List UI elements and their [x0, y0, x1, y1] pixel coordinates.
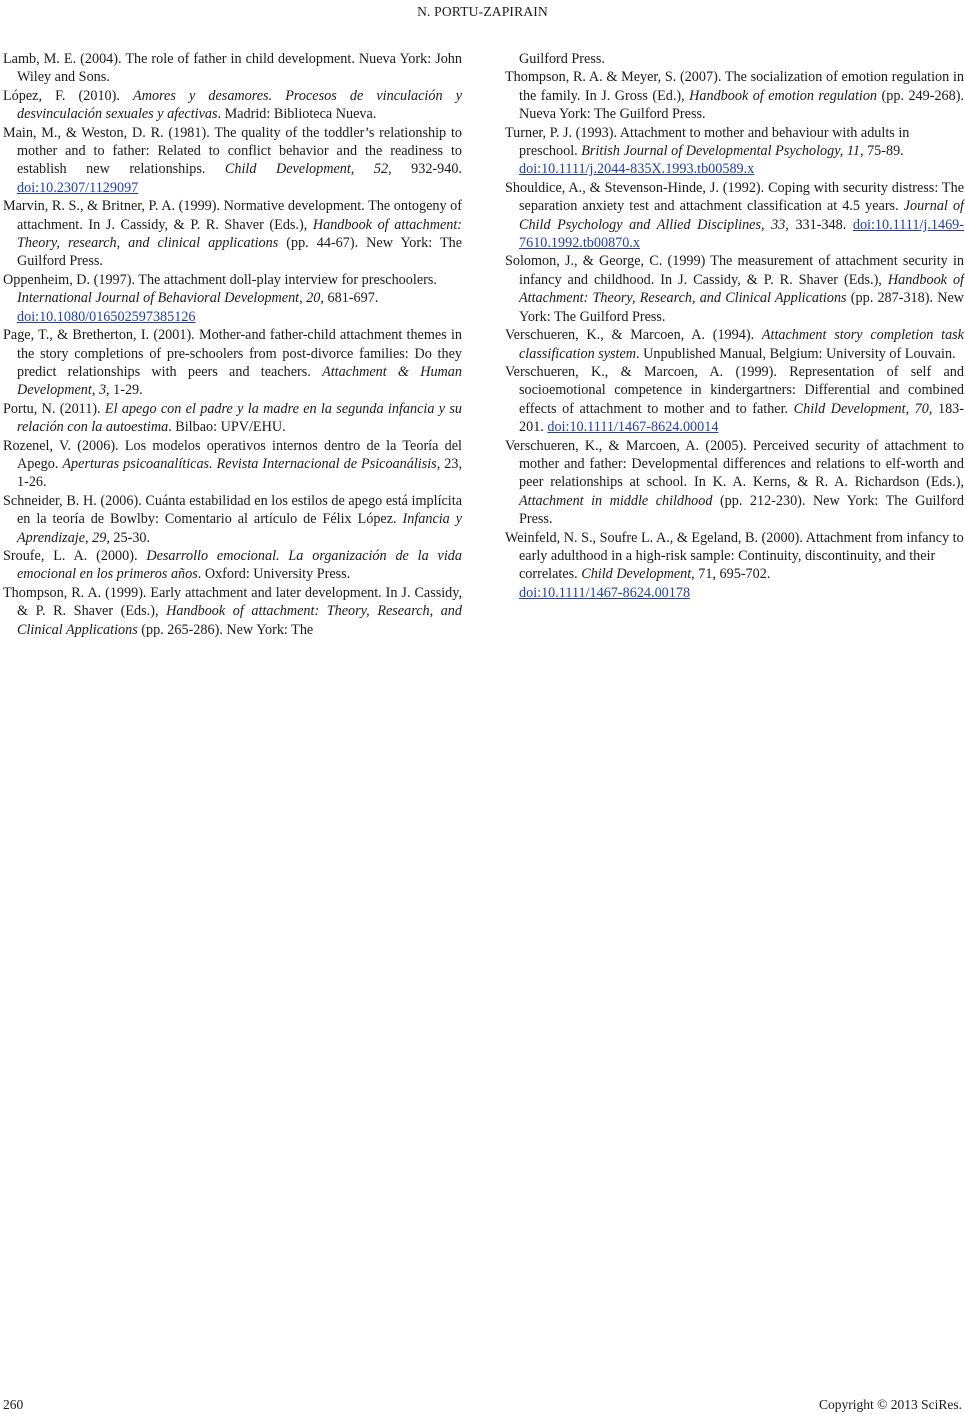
- reference-portu-2011: [3, 400, 462, 437]
- reference-text: Thompson, R. A. (1999). Early attachment and later development. In J. Cassidy, & P. R. Shaver (Eds.),: [3, 584, 462, 620]
- reference-title: Handbook of attachment: Theory, Research, and Clinical Applications: [17, 603, 462, 638]
- reference-shouldice-1992: [505, 179, 964, 253]
- reference-title: Handbook of emotion regulation: [689, 87, 878, 104]
- reference-text: , 71, 695-702.: [691, 566, 771, 583]
- reference-text: (pp. 265-286). New York: The: [137, 621, 314, 638]
- reference-journal: Infancia y Aprendizaje, 29,: [17, 511, 463, 546]
- reference-text: Schneider, B. H. (2006). Cuánta estabilidad en los estilos de apego está implícita en la teoría de Bowlby: Comentario al artículo de Félix López.: [3, 492, 462, 528]
- reference-journal: Child Development, 52,: [224, 161, 392, 178]
- reference-turner-1993: [505, 124, 964, 179]
- reference-title: Attachment in middle childhood: [519, 492, 713, 509]
- reference-text: Shouldice, A., & Stevenson-Hinde, J. (1992). Coping with security distress: The separation anxiety test and attachment classification at 4.5 years.: [505, 179, 964, 215]
- reference-journal: Child Development: [581, 566, 692, 583]
- reference-schneider-2006: [3, 492, 462, 547]
- reference-text: Solomon, J., & George, C. (1999) The measurement of attachment security in infancy and childhood. In J. Cassidy, & P. R. Shaver (Eds.),: [505, 253, 964, 288]
- doi-link[interactable]: doi:10.1080/016502597385126: [17, 308, 196, 325]
- reference-thompson-1999-continued: [505, 50, 964, 68]
- doi-link[interactable]: doi:10.1111/1467-8624.00178: [519, 584, 691, 601]
- reference-title: Amores y desamores. Procesos de vinculación y desvinculación sexuales y afectivas: [17, 87, 462, 123]
- reference-page-2001: [3, 326, 462, 400]
- reference-text: . Oxford: University Press.: [197, 566, 351, 583]
- reference-journal: International Journal of Behavioral Development, 20,: [17, 290, 324, 307]
- reference-thompson-1999: [3, 584, 462, 639]
- reference-text: Rozenel, V. (2006). Los modelos operativos internos dentro de la Teoría del Apego.: [3, 437, 462, 472]
- reference-verschueren-1994: [505, 326, 964, 363]
- running-head: N. PORTU-ZAPIRAIN: [417, 4, 548, 19]
- reference-text: . Madrid: Biblioteca Nueva.: [217, 106, 377, 123]
- reference-lopez-2010: [3, 87, 462, 124]
- reference-journal: Child Development, 70,: [793, 400, 933, 417]
- references-right-column: [505, 50, 964, 602]
- reference-thompson-meyer-2007: [505, 68, 964, 123]
- reference-text: Weinfeld, N. S., Soufre L. A., & Egeland, B. (2000). Attachment from infancy to early adulthood in a high-risk sample: Continuity, discontinuity, and their correlates.: [505, 529, 964, 583]
- reference-text: 25-30.: [109, 529, 151, 546]
- reference-title: El apego con el padre y la madre en la segunda infancia y su relación con la autoestima: [17, 400, 462, 436]
- reference-text: Main, M., & Weston, D. R. (1981). The quality of the toddler’s relationship to mother and to father: Related to conflict behavior and the readiness to establish new relationships.: [3, 124, 462, 178]
- reference-verschueren-2005: [505, 437, 964, 529]
- reference-main-1981: [3, 124, 462, 198]
- reference-text: , 23, 1-26.: [17, 455, 462, 491]
- reference-text: López, F. (2010).: [3, 87, 134, 104]
- reference-lamb-2004: [3, 50, 462, 87]
- reference-title: Desarrollo emocional. La organización de la vida emocional en los primeros años: [17, 547, 462, 583]
- references-left-column: [3, 50, 462, 639]
- doi-link[interactable]: doi:10.1111/1467-8624.00014: [547, 419, 719, 436]
- reference-text: Thompson, R. A. & Meyer, S. (2007). The socialization of emotion regulation in the family. In J. Gross (Ed.),: [505, 69, 964, 104]
- reference-text: (pp. 287-318). New York: The Guilford Press.: [519, 290, 964, 325]
- reference-text: . Bilbao: UPV/EHU.: [168, 419, 286, 436]
- page-number: 260: [3, 1397, 24, 1412]
- reference-text: 331-348.: [788, 216, 853, 233]
- reference-journal: British Journal of Developmental Psychology, 11,: [581, 143, 864, 160]
- reference-rozenel-2006: [3, 437, 462, 492]
- reference-title: Handbook of Attachment: Theory, Research, and Clinical Applications: [519, 271, 964, 307]
- copyright-notice: Copyright © 2013 SciRes.: [818, 1397, 962, 1412]
- reference-text: Verschueren, K., & Marcoen, A. (1994).: [505, 327, 762, 344]
- reference-text: Sroufe, L. A. (2000).: [3, 547, 147, 564]
- reference-text: (pp. 44-67). New York: The Guilford Press.: [17, 235, 462, 270]
- reference-text: Oppenheim, D. (1997). The attachment doll-play interview for preschoolers.: [3, 271, 437, 288]
- reference-journal: Aperturas psicoanalíticas. Revista Internacional de Psicoanálisis: [62, 455, 437, 472]
- reference-verschueren-1999: [505, 363, 964, 437]
- reference-weinfeld-2000: [505, 529, 964, 603]
- reference-title: Handbook of attachment: Theory, research, and clinical applications: [17, 216, 463, 252]
- reference-text: Page, T., & Bretherton, I. (2001). Mother-and father-child attachment themes in the story completions of pre-schoolers from post-divorce families: Do they predict relationships with peers and teachers.: [3, 327, 462, 380]
- reference-text: Portu, N. (2011).: [3, 400, 105, 417]
- reference-marvin-1999: [3, 197, 462, 271]
- reference-text: (pp. 249-268). Nueva York: The Guilford Press.: [519, 87, 965, 123]
- reference-solomon-1999: [505, 252, 964, 326]
- reference-text: 183-201.: [519, 400, 964, 436]
- reference-text: 681-697.: [323, 290, 379, 307]
- reference-journal: Journal of Child Psychology and Allied Disciplines, 33,: [519, 198, 964, 233]
- reference-text: Guilford Press.: [519, 51, 605, 67]
- reference-text: Turner, P. J. (1993). Attachment to mother and behaviour with adults in preschool.: [505, 124, 910, 160]
- reference-text: Marvin, R. S., & Britner, P. A. (1999). Normative development. The ontogeny of attachment. In J. Cassidy, & P. R. Shaver (Eds.),: [3, 198, 462, 233]
- reference-text: Verschueren, K., & Marcoen, A. (1999). Representation of self and socioemotional competence in kindergartners: Differential and combined effects of attachment to mother and to father.: [505, 363, 964, 417]
- reference-text: 1-29.: [109, 382, 143, 399]
- doi-link[interactable]: doi:10.2307/1129097: [17, 179, 139, 196]
- reference-sroufe-2000: [3, 547, 462, 584]
- reference-text: . Unpublished Manual, Belgium: University of Louvain.: [636, 345, 956, 362]
- reference-journal: Attachment & Human Development, 3,: [17, 363, 462, 399]
- reference-text: (pp. 212-230). New York: The Guilford Press.: [519, 492, 964, 528]
- reference-oppenheim-1997: [3, 271, 462, 326]
- doi-link[interactable]: doi:10.1111/j.1469-7610.1992.tb00870.x: [519, 216, 964, 252]
- reference-text: Verschueren, K., & Marcoen, A. (2005). Perceived security of attachment to mother and father: Developmental differences and relations to elf-worth and peer relationships at school. In K. A. Kerns, & R. A. Richardson (Eds.),: [505, 437, 964, 491]
- reference-text: 932-940.: [391, 161, 462, 178]
- reference-title: Attachment story completion task classification system: [519, 327, 964, 362]
- reference-text: Lamb, M. E. (2004). The role of father in child development. Nueva York: John Wiley and Sons.: [3, 51, 462, 86]
- reference-text: 75-89.: [863, 143, 904, 160]
- doi-link[interactable]: doi:10.1111/j.2044-835X.1993.tb00589.x: [519, 161, 755, 178]
